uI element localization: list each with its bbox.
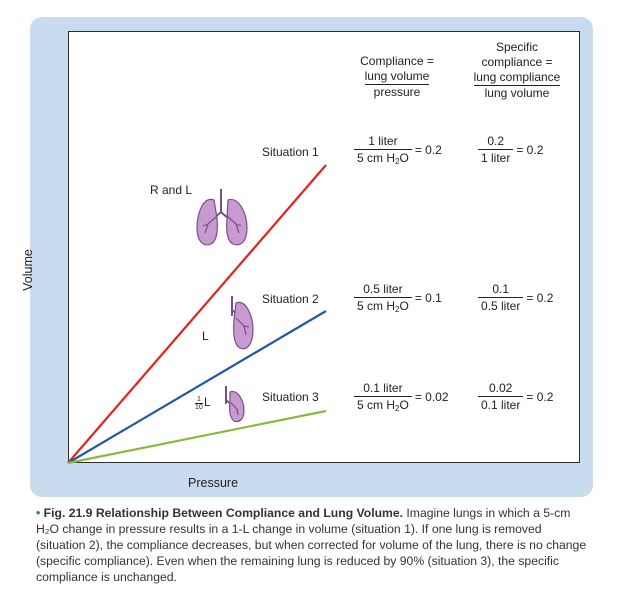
compliance-header <box>352 54 442 100</box>
specific-header-denominator: lung volume <box>484 86 550 100</box>
fraction-numerator: 1 liter <box>368 134 398 148</box>
fraction-denominator: 1 liter <box>478 149 513 165</box>
tenth-denominator: 10 <box>195 404 203 411</box>
situation-2-compliance-value: = 0.1 <box>414 291 442 305</box>
tenth-lung-label: L <box>204 395 211 409</box>
specific-header-line2: compliance = <box>481 55 553 69</box>
specific-header-numerator: lung compliance <box>473 70 561 84</box>
situation-2-specific-value: = 0.2 <box>526 290 554 305</box>
situation-3-specific <box>478 381 553 412</box>
situation-2-line <box>68 311 326 463</box>
fraction-numerator: 0.02 <box>489 381 513 395</box>
situation-3-label: Situation 3 <box>262 390 319 404</box>
both-lungs-label: R and L <box>150 183 193 197</box>
den-sub: 2 <box>395 404 400 413</box>
fraction-numerator: 0.5 liter <box>363 282 403 296</box>
left-lung-icon <box>232 296 253 349</box>
situation-1-compliance <box>354 134 442 166</box>
y-axis-label: Volume <box>21 249 35 291</box>
situation-3-specific-value: = 0.2 <box>526 389 554 404</box>
tenth-fraction <box>195 396 203 411</box>
fraction-denominator: 0.1 liter <box>478 396 523 412</box>
situation-1-specific <box>478 134 543 165</box>
den-text: 5 cm H <box>357 398 396 412</box>
compliance-header-numerator: lung volume <box>364 69 430 83</box>
situation-3-compliance <box>354 381 449 413</box>
compliance-header-denominator: pressure <box>373 85 421 99</box>
caption-bullet: • <box>36 506 41 520</box>
both-lungs-icon <box>197 189 247 245</box>
fraction-numerator: 0.2 <box>487 134 505 148</box>
situation-3-compliance-value: = 0.02 <box>414 390 449 404</box>
situation-2-compliance <box>354 282 442 314</box>
x-axis-label: Pressure <box>188 476 239 490</box>
den-text: 5 cm H <box>357 299 396 313</box>
tenth-numerator: 1 <box>196 396 201 403</box>
den-sub: 2 <box>395 305 400 314</box>
situation-2-specific <box>478 282 553 313</box>
den-text-end: O <box>399 299 409 313</box>
compliance-header-title: Compliance = <box>360 54 434 68</box>
fraction-numerator: 0.1 <box>492 282 510 296</box>
tenth-lung-icon <box>226 386 244 422</box>
situation-2-label: Situation 2 <box>262 292 319 306</box>
situation-1-compliance-value: = 0.2 <box>414 143 442 157</box>
specific-header-line1: Specific <box>495 40 539 54</box>
den-text-end: O <box>399 398 409 412</box>
den-text: 5 cm H <box>357 151 396 165</box>
fraction-numerator: 0.1 liter <box>363 381 403 395</box>
den-sub: 2 <box>395 157 400 166</box>
den-text-end: O <box>399 151 409 165</box>
situation-1-label: Situation 1 <box>262 145 319 159</box>
situation-1-specific-value: = 0.2 <box>516 142 544 157</box>
specific-compliance-header <box>462 40 572 101</box>
caption-body: Imagine lungs in which a 5-cm H₂O change in pressure results in a 1-L change in volume (situation 1). If one lung is removed (situation 2), the compliance decreases, but when corrected for volume of the lung, there is no change (specific compliance). Even when the remaining lung is reduced by 90% (situation 3), the specific compliance is unchanged. <box>36 506 587 584</box>
fraction-denominator: 0.5 liter <box>478 297 523 313</box>
figure-caption <box>36 505 594 585</box>
left-lung-label: L <box>202 329 209 343</box>
caption-title: Fig. 21.9 Relationship Between Compliance and Lung Volume. <box>43 506 404 520</box>
